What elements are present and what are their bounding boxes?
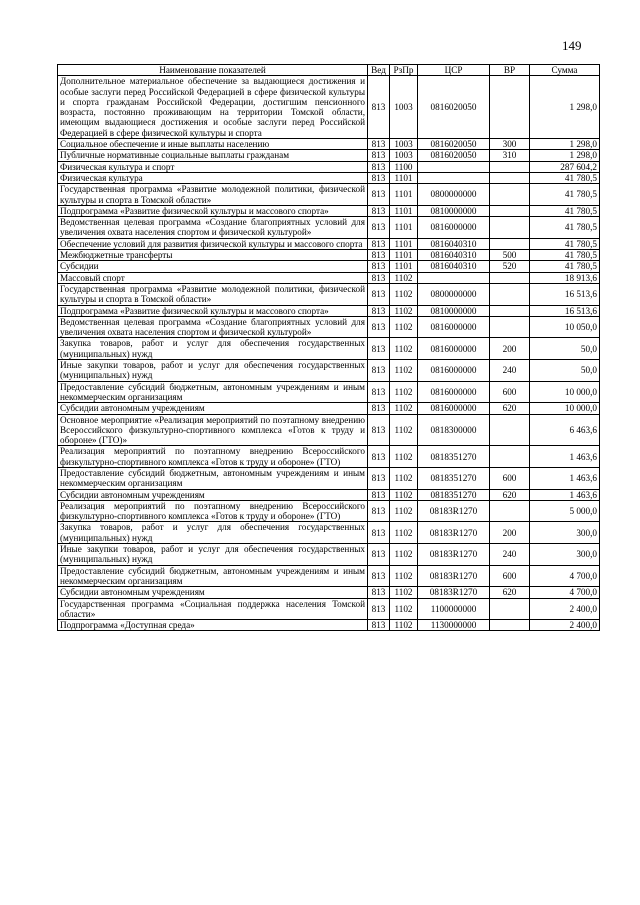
- table-row: [58, 316, 600, 338]
- cell-vr: [490, 598, 530, 620]
- table-row: [58, 467, 600, 489]
- cell-csr: 08183R1270: [418, 500, 490, 522]
- cell-ved: 813: [368, 565, 390, 587]
- table-row: [58, 217, 600, 239]
- table-row: [58, 205, 600, 216]
- cell-sum: 18 913,6: [530, 272, 600, 283]
- cell-sum: 300,0: [530, 522, 600, 544]
- cell-vr: [490, 217, 530, 239]
- cell-csr: 08183R1270: [418, 522, 490, 544]
- cell-csr: 0818351270: [418, 467, 490, 489]
- cell-csr: 08183R1270: [418, 544, 490, 566]
- cell-vr: 600: [490, 565, 530, 587]
- cell-ved: 813: [368, 261, 390, 272]
- cell-vr: 240: [490, 360, 530, 382]
- cell-name: Основное мероприятие «Реализация мероприятий по поэтапному внедрению Всероссийского физкультурно-спортивного комплекса «Готов к труду и обороне» (ГТО)»: [58, 414, 368, 446]
- cell-vr: [490, 172, 530, 183]
- table-row: [58, 381, 600, 403]
- table-row: [58, 161, 600, 172]
- cell-vr: [490, 500, 530, 522]
- cell-name: Закупка товаров, работ и услуг для обеспечения государственных (муниципальных) нужд: [58, 522, 368, 544]
- cell-rzpr: 1003: [390, 76, 418, 139]
- cell-name: Предоставление субсидий бюджетным, автономным учреждениям и иным некоммерческим организациям: [58, 565, 368, 587]
- cell-rzpr: 1102: [390, 272, 418, 283]
- cell-ved: 813: [368, 172, 390, 183]
- table-row: [58, 414, 600, 446]
- cell-vr: 240: [490, 544, 530, 566]
- header-rzpr: РзПр: [390, 65, 418, 76]
- cell-vr: 300: [490, 139, 530, 150]
- cell-rzpr: 1102: [390, 414, 418, 446]
- cell-name: Ведомственная целевая программа «Создание благоприятных условий для увеличения охвата населения спортом и физической культурой»: [58, 217, 368, 239]
- cell-vr: [490, 184, 530, 206]
- cell-csr: 0816020050: [418, 139, 490, 150]
- cell-sum: 6 463,6: [530, 414, 600, 446]
- cell-name: Физическая культура: [58, 172, 368, 183]
- cell-name: Предоставление субсидий бюджетным, автономным учреждениям и иным некоммерческим организациям: [58, 467, 368, 489]
- cell-rzpr: 1102: [390, 620, 418, 631]
- cell-sum: 1 463,6: [530, 489, 600, 500]
- table-row: [58, 184, 600, 206]
- cell-rzpr: 1101: [390, 184, 418, 206]
- table-row: [58, 360, 600, 382]
- cell-ved: 813: [368, 76, 390, 139]
- cell-vr: 600: [490, 381, 530, 403]
- cell-ved: 813: [368, 500, 390, 522]
- table-row: [58, 587, 600, 598]
- cell-sum: 41 780,5: [530, 205, 600, 216]
- cell-vr: 620: [490, 587, 530, 598]
- cell-ved: 813: [368, 238, 390, 249]
- cell-name: Реализация мероприятий по поэтапному внедрению Всероссийского физкультурно-спортивного комплекса «Готов к труду и обороне» (ГТО): [58, 500, 368, 522]
- cell-name: Подпрограмма «Развитие физической культуры и массового спорта»: [58, 205, 368, 216]
- cell-sum: 1 463,6: [530, 446, 600, 468]
- table-row: [58, 261, 600, 272]
- cell-ved: 813: [368, 184, 390, 206]
- cell-name: Социальное обеспечение и иные выплаты населению: [58, 139, 368, 150]
- table-row: [58, 305, 600, 316]
- cell-name: Закупка товаров, работ и услуг для обеспечения государственных (муниципальных) нужд: [58, 338, 368, 360]
- cell-rzpr: 1101: [390, 250, 418, 261]
- cell-sum: 300,0: [530, 544, 600, 566]
- cell-ved: 813: [368, 338, 390, 360]
- cell-ved: 813: [368, 620, 390, 631]
- cell-rzpr: 1100: [390, 161, 418, 172]
- cell-name: Физическая культура и спорт: [58, 161, 368, 172]
- cell-sum: 50,0: [530, 338, 600, 360]
- cell-ved: 813: [368, 489, 390, 500]
- cell-ved: 813: [368, 272, 390, 283]
- cell-rzpr: 1102: [390, 500, 418, 522]
- cell-vr: [490, 305, 530, 316]
- table-row: [58, 489, 600, 500]
- cell-csr: 0816000000: [418, 403, 490, 414]
- cell-csr: 0800000000: [418, 283, 490, 305]
- table-row: [58, 250, 600, 261]
- cell-name: Публичные нормативные социальные выплаты гражданам: [58, 150, 368, 161]
- cell-sum: 1 298,0: [530, 76, 600, 139]
- page-number: 149: [562, 38, 582, 53]
- cell-name: Субсидии автономным учреждениям: [58, 403, 368, 414]
- cell-name: Иные закупки товаров, работ и услуг для обеспечения государственных (муниципальных) нужд: [58, 360, 368, 382]
- cell-csr: [418, 161, 490, 172]
- cell-ved: 813: [368, 467, 390, 489]
- cell-sum: 1 463,6: [530, 467, 600, 489]
- cell-ved: 813: [368, 381, 390, 403]
- cell-ved: 813: [368, 403, 390, 414]
- cell-sum: 5 000,0: [530, 500, 600, 522]
- cell-rzpr: 1102: [390, 565, 418, 587]
- cell-rzpr: 1101: [390, 205, 418, 216]
- header-vr: ВР: [490, 65, 530, 76]
- table-row: [58, 283, 600, 305]
- cell-csr: 1130000000: [418, 620, 490, 631]
- cell-sum: 1 298,0: [530, 139, 600, 150]
- cell-name: Обеспечение условий для развития физической культуры и массового спорта: [58, 238, 368, 249]
- cell-ved: 813: [368, 587, 390, 598]
- cell-vr: 620: [490, 403, 530, 414]
- cell-ved: 813: [368, 316, 390, 338]
- cell-sum: 41 780,5: [530, 238, 600, 249]
- cell-csr: 0816000000: [418, 381, 490, 403]
- cell-rzpr: 1102: [390, 489, 418, 500]
- cell-sum: 2 400,0: [530, 620, 600, 631]
- budget-table: [57, 64, 600, 631]
- cell-csr: 0818351270: [418, 489, 490, 500]
- cell-ved: 813: [368, 161, 390, 172]
- cell-csr: [418, 172, 490, 183]
- cell-ved: 813: [368, 305, 390, 316]
- cell-vr: 200: [490, 522, 530, 544]
- cell-sum: 41 780,5: [530, 250, 600, 261]
- cell-rzpr: 1101: [390, 217, 418, 239]
- cell-vr: [490, 205, 530, 216]
- table-row: [58, 565, 600, 587]
- cell-csr: 0810000000: [418, 305, 490, 316]
- cell-vr: [490, 76, 530, 139]
- table-row: [58, 238, 600, 249]
- cell-vr: 620: [490, 489, 530, 500]
- cell-rzpr: 1101: [390, 172, 418, 183]
- cell-rzpr: 1102: [390, 338, 418, 360]
- cell-name: Субсидии: [58, 261, 368, 272]
- cell-rzpr: 1102: [390, 598, 418, 620]
- table-row: [58, 598, 600, 620]
- cell-rzpr: 1102: [390, 446, 418, 468]
- cell-name: Подпрограмма «Доступная среда»: [58, 620, 368, 631]
- cell-name: Иные закупки товаров, работ и услуг для обеспечения государственных (муниципальных) нужд: [58, 544, 368, 566]
- cell-name: Дополнительное материальное обеспечение за выдающиеся достижения и особые заслуги перед Российской Федерацией в сфере физической культуры и спорта гражданам Российской Федерации, достигшим пенсионного возраста, постоянно проживающим на территории Томской области, имеющим выдающиеся достижения и особые заслуги перед Российской Федерацией в сфере физической культуры и спорта: [58, 76, 368, 139]
- cell-vr: 600: [490, 467, 530, 489]
- cell-name: Подпрограмма «Развитие физической культуры и массового спорта»: [58, 305, 368, 316]
- cell-ved: 813: [368, 283, 390, 305]
- table-row: [58, 76, 600, 139]
- cell-rzpr: 1102: [390, 587, 418, 598]
- cell-sum: 10 000,0: [530, 381, 600, 403]
- table-row: [58, 150, 600, 161]
- table-row: [58, 139, 600, 150]
- cell-csr: 0818351270: [418, 446, 490, 468]
- cell-csr: 1100000000: [418, 598, 490, 620]
- cell-vr: [490, 446, 530, 468]
- cell-csr: 0818300000: [418, 414, 490, 446]
- table-row: [58, 446, 600, 468]
- cell-vr: [490, 238, 530, 249]
- cell-csr: 08183R1270: [418, 565, 490, 587]
- cell-sum: 4 700,0: [530, 565, 600, 587]
- cell-ved: 813: [368, 446, 390, 468]
- cell-vr: [490, 272, 530, 283]
- cell-sum: 50,0: [530, 360, 600, 382]
- cell-sum: 10 000,0: [530, 403, 600, 414]
- cell-ved: 813: [368, 205, 390, 216]
- cell-ved: 813: [368, 598, 390, 620]
- cell-vr: [490, 620, 530, 631]
- cell-rzpr: 1102: [390, 305, 418, 316]
- cell-csr: 0816000000: [418, 217, 490, 239]
- cell-csr: 0816040310: [418, 238, 490, 249]
- cell-csr: 0816040310: [418, 250, 490, 261]
- cell-rzpr: 1102: [390, 544, 418, 566]
- cell-name: Государственная программа «Социальная поддержка населения Томской области»: [58, 598, 368, 620]
- cell-vr: [490, 414, 530, 446]
- cell-vr: [490, 161, 530, 172]
- cell-csr: [418, 272, 490, 283]
- cell-vr: 310: [490, 150, 530, 161]
- table-row: [58, 338, 600, 360]
- cell-ved: 813: [368, 250, 390, 261]
- cell-rzpr: 1102: [390, 283, 418, 305]
- cell-sum: 287 604,2: [530, 161, 600, 172]
- cell-rzpr: 1102: [390, 403, 418, 414]
- cell-csr: 08183R1270: [418, 587, 490, 598]
- cell-name: Предоставление субсидий бюджетным, автономным учреждениям и иным некоммерческим организациям: [58, 381, 368, 403]
- cell-rzpr: 1003: [390, 150, 418, 161]
- cell-vr: [490, 316, 530, 338]
- cell-csr: 0816000000: [418, 316, 490, 338]
- cell-name: Государственная программа «Развитие молодежной политики, физической культуры и спорта в Томской области»: [58, 283, 368, 305]
- cell-vr: [490, 283, 530, 305]
- cell-name: Ведомственная целевая программа «Создание благоприятных условий для увеличения охвата населения спортом и физической культурой»: [58, 316, 368, 338]
- cell-name: Субсидии автономным учреждениям: [58, 489, 368, 500]
- header-csr: ЦСР: [418, 65, 490, 76]
- header-name: Наименование показателей: [58, 65, 368, 76]
- cell-name: Межбюджетные трансферты: [58, 250, 368, 261]
- cell-ved: 813: [368, 139, 390, 150]
- cell-sum: 41 780,5: [530, 217, 600, 239]
- header-ved: Вед: [368, 65, 390, 76]
- table-body: [58, 76, 600, 631]
- cell-csr: 0800000000: [418, 184, 490, 206]
- table-row: [58, 172, 600, 183]
- cell-rzpr: 1102: [390, 381, 418, 403]
- header-sum: Сумма: [530, 65, 600, 76]
- cell-rzpr: 1102: [390, 360, 418, 382]
- cell-ved: 813: [368, 150, 390, 161]
- cell-vr: 200: [490, 338, 530, 360]
- cell-sum: 2 400,0: [530, 598, 600, 620]
- cell-sum: 16 513,6: [530, 283, 600, 305]
- cell-sum: 10 050,0: [530, 316, 600, 338]
- cell-vr: 520: [490, 261, 530, 272]
- cell-sum: 41 780,5: [530, 184, 600, 206]
- cell-ved: 813: [368, 217, 390, 239]
- cell-name: Субсидии автономным учреждениям: [58, 587, 368, 598]
- table-row: [58, 620, 600, 631]
- cell-name: Реализация мероприятий по поэтапному внедрению Всероссийского физкультурно-спортивного комплекса «Готов к труду и обороне» (ГТО): [58, 446, 368, 468]
- cell-ved: 813: [368, 360, 390, 382]
- cell-rzpr: 1101: [390, 238, 418, 249]
- cell-name: Государственная программа «Развитие молодежной политики, физической культуры и спорта в Томской области»: [58, 184, 368, 206]
- cell-ved: 813: [368, 544, 390, 566]
- cell-sum: 1 298,0: [530, 150, 600, 161]
- cell-rzpr: 1102: [390, 467, 418, 489]
- cell-rzpr: 1102: [390, 316, 418, 338]
- cell-rzpr: 1101: [390, 261, 418, 272]
- cell-vr: 500: [490, 250, 530, 261]
- cell-rzpr: 1102: [390, 522, 418, 544]
- table-row: [58, 544, 600, 566]
- table-row: [58, 272, 600, 283]
- cell-csr: 0816020050: [418, 76, 490, 139]
- cell-sum: 41 780,5: [530, 172, 600, 183]
- cell-ved: 813: [368, 414, 390, 446]
- cell-csr: 0816000000: [418, 338, 490, 360]
- cell-sum: 41 780,5: [530, 261, 600, 272]
- cell-csr: 0810000000: [418, 205, 490, 216]
- table-row: [58, 522, 600, 544]
- cell-csr: 0816020050: [418, 150, 490, 161]
- cell-csr: 0816000000: [418, 360, 490, 382]
- cell-csr: 0816040310: [418, 261, 490, 272]
- table-header-row: [58, 65, 600, 76]
- cell-sum: 16 513,6: [530, 305, 600, 316]
- table-row: [58, 500, 600, 522]
- cell-rzpr: 1003: [390, 139, 418, 150]
- cell-name: Массовый спорт: [58, 272, 368, 283]
- cell-ved: 813: [368, 522, 390, 544]
- cell-sum: 4 700,0: [530, 587, 600, 598]
- table-row: [58, 403, 600, 414]
